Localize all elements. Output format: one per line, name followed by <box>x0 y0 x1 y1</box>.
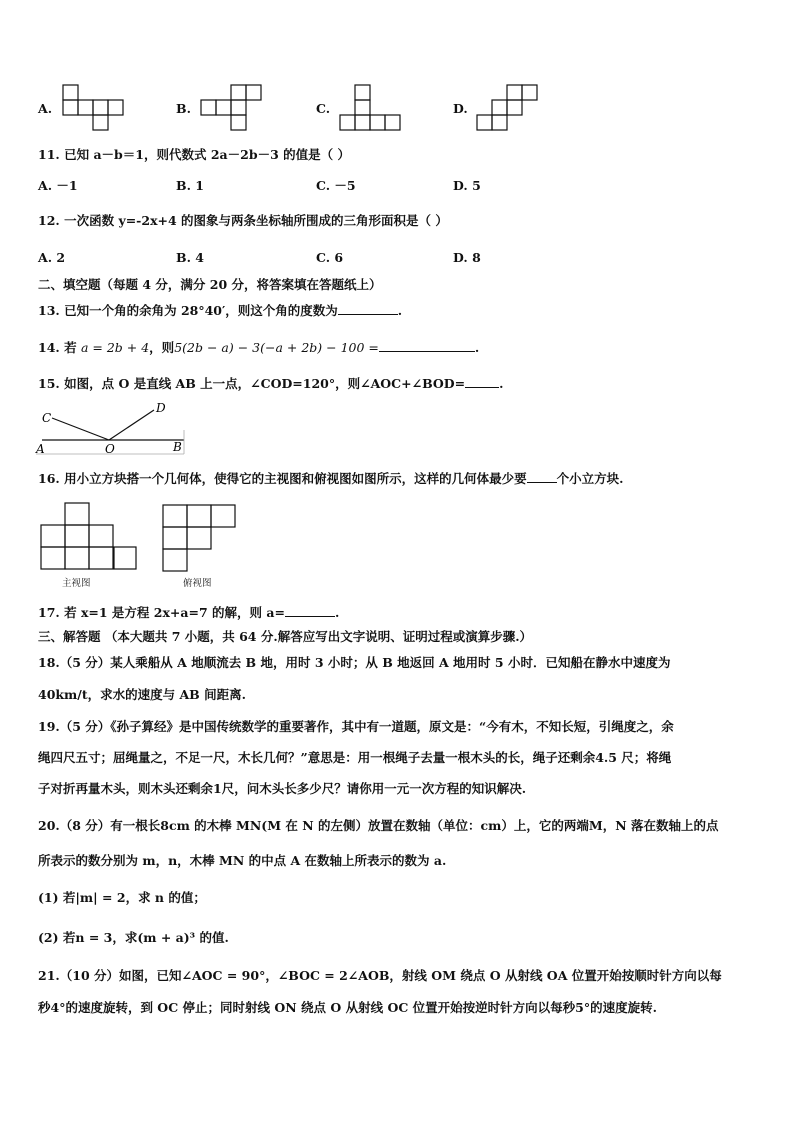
q10-option-b-net <box>200 84 264 132</box>
q21-line1: 21.（10 分）如图，已知∠AOC = 90°，∠BOC = 2∠AOB，射线 OM 绕点 O 从射线 OA 位置开始按顺时针方向以每 <box>38 968 722 983</box>
q15 <box>38 375 503 392</box>
q20-part2: (2) 若n = 3，求(m + a)³ 的值. <box>38 930 229 945</box>
q15-figure <box>34 398 194 458</box>
q14-end: . <box>474 340 480 355</box>
q12-option-b: B. 4 <box>176 250 204 265</box>
q11-option-b: B. 1 <box>176 178 204 193</box>
q11-option-a: A. －1 <box>38 178 78 193</box>
q10-option-a-net <box>62 84 126 132</box>
q14-condition: a = 2b + 4 <box>80 340 150 355</box>
q18-line1: 18.（5 分）某人乘船从 A 地顺流去 B 地，用时 3 小时；从 B 地返回 A 地用时 5 小时．已知船在静水中速度为 <box>38 655 671 670</box>
q17-text: 17. 若 x=1 是方程 2x+a=7 的解，则 a= <box>38 605 285 620</box>
q10-option-a-label: A. <box>38 101 53 116</box>
label-a: A <box>36 442 45 456</box>
q12-stem: 12. 一次函数 y=-2x+4 的图象与两条坐标轴所围成的三角形面积是（ ） <box>38 213 448 228</box>
q17-end: . <box>334 605 340 620</box>
q14-prefix: 14. 若 <box>38 340 77 355</box>
section3-title: 三、解答题 （本大题共 7 小题，共 64 分.解答应写出文字说明、证明过程或演算步骤.） <box>38 629 533 644</box>
q18-line2: 40km/t，求水的速度与 AB 间距离. <box>38 687 246 702</box>
q12-option-a: A. 2 <box>38 250 66 265</box>
ray-od <box>109 410 154 440</box>
q16-end: 个小立方块. <box>556 471 624 486</box>
q17 <box>38 604 339 621</box>
q21-line2: 秒4°的速度旋转，到 OC 停止；同时射线 ON 绕点 O 从射线 OC 位置开始按逆时针方向以每秒5°的速度旋转. <box>38 1000 657 1015</box>
q12-option-c: C. 6 <box>316 250 344 265</box>
label-c: C <box>42 411 52 425</box>
q14-mid: ，则 <box>149 340 175 355</box>
label-d: D <box>156 401 166 415</box>
q11-stem: 11. 已知 a－b＝1，则代数式 2a－2b－3 的值是（ ） <box>38 147 350 162</box>
q20-part1: (1) 若|m| = 2，求 n 的值； <box>38 890 206 905</box>
q14-expression: 5(2b − a) − 3(−a + 2b) − 100 = <box>174 340 379 355</box>
q10-option-d-net <box>476 84 540 132</box>
label-b: B <box>173 440 182 454</box>
q13-text: 13. 已知一个角的余角为 28°40′，则这个角的度数为 <box>38 303 338 318</box>
q14-answer-blank <box>379 339 475 352</box>
q16-front-caption: 主视图 <box>62 578 91 589</box>
q16-front-view-extra <box>113 547 143 573</box>
q10-option-d-label: D. <box>453 101 468 116</box>
q12-option-d: D. 8 <box>453 250 481 265</box>
q17-answer-blank <box>285 604 335 617</box>
q16 <box>38 470 623 487</box>
q16-top-caption: 俯视图 <box>183 578 212 589</box>
q20-line1: 20.（8 分）有一根长8cm 的木棒 MN(M 在 N 的左侧）放置在数轴（单位：cm）上，它的两端M，N 落在数轴上的点 <box>38 818 719 833</box>
ray-oc <box>52 418 109 440</box>
q16-text: 16. 用小立方块搭一个几何体，使得它的主视图和俯视图如图所示，这样的几何体最少要 <box>38 471 527 486</box>
q11-option-d: D. 5 <box>453 178 481 193</box>
q20-line2: 所表示的数分别为 m，n，木棒 MN 的中点 A 在数轴上所表示的数为 a. <box>38 853 447 868</box>
q15-text: 15. 如图，点 O 是直线 AB 上一点，∠COD=120°，则∠AOC+∠BOD= <box>38 376 466 391</box>
q13 <box>38 302 402 319</box>
q14 <box>38 339 479 356</box>
q15-end: . <box>499 376 504 391</box>
q19-line1: 19.（5 分）《孙子算经》是中国传统数学的重要著作，其中有一道题，原文是：“今有木，不知长短，引绳度之，余 <box>38 719 674 734</box>
q16-front-view <box>40 500 124 572</box>
section2-title: 二、填空题（每题 4 分，满分 20 分，将答案填在答题纸上） <box>38 277 382 292</box>
q19-line2: 绳四尺五寸；屈绳量之，不足一尺，木长几何？”意思是：用一根绳子去量一根木头的长，绳子还剩余4.5 尺；将绳 <box>38 750 672 765</box>
q16-top-view <box>162 504 246 574</box>
label-o: O <box>105 442 115 456</box>
q13-end: . <box>397 303 403 318</box>
q15-answer-blank <box>465 375 499 388</box>
q10-option-c-label: C. <box>316 101 331 116</box>
q10-option-c-net <box>339 84 403 132</box>
q16-answer-blank <box>527 470 557 483</box>
q11-option-c: C. －5 <box>316 178 356 193</box>
q19-line3: 子对折再量木头，则木头还剩余1尺，问木头长多少尺？请你用一元一次方程的知识解决. <box>38 781 527 796</box>
q13-answer-blank <box>338 302 398 315</box>
q10-option-b-label: B. <box>176 101 191 116</box>
